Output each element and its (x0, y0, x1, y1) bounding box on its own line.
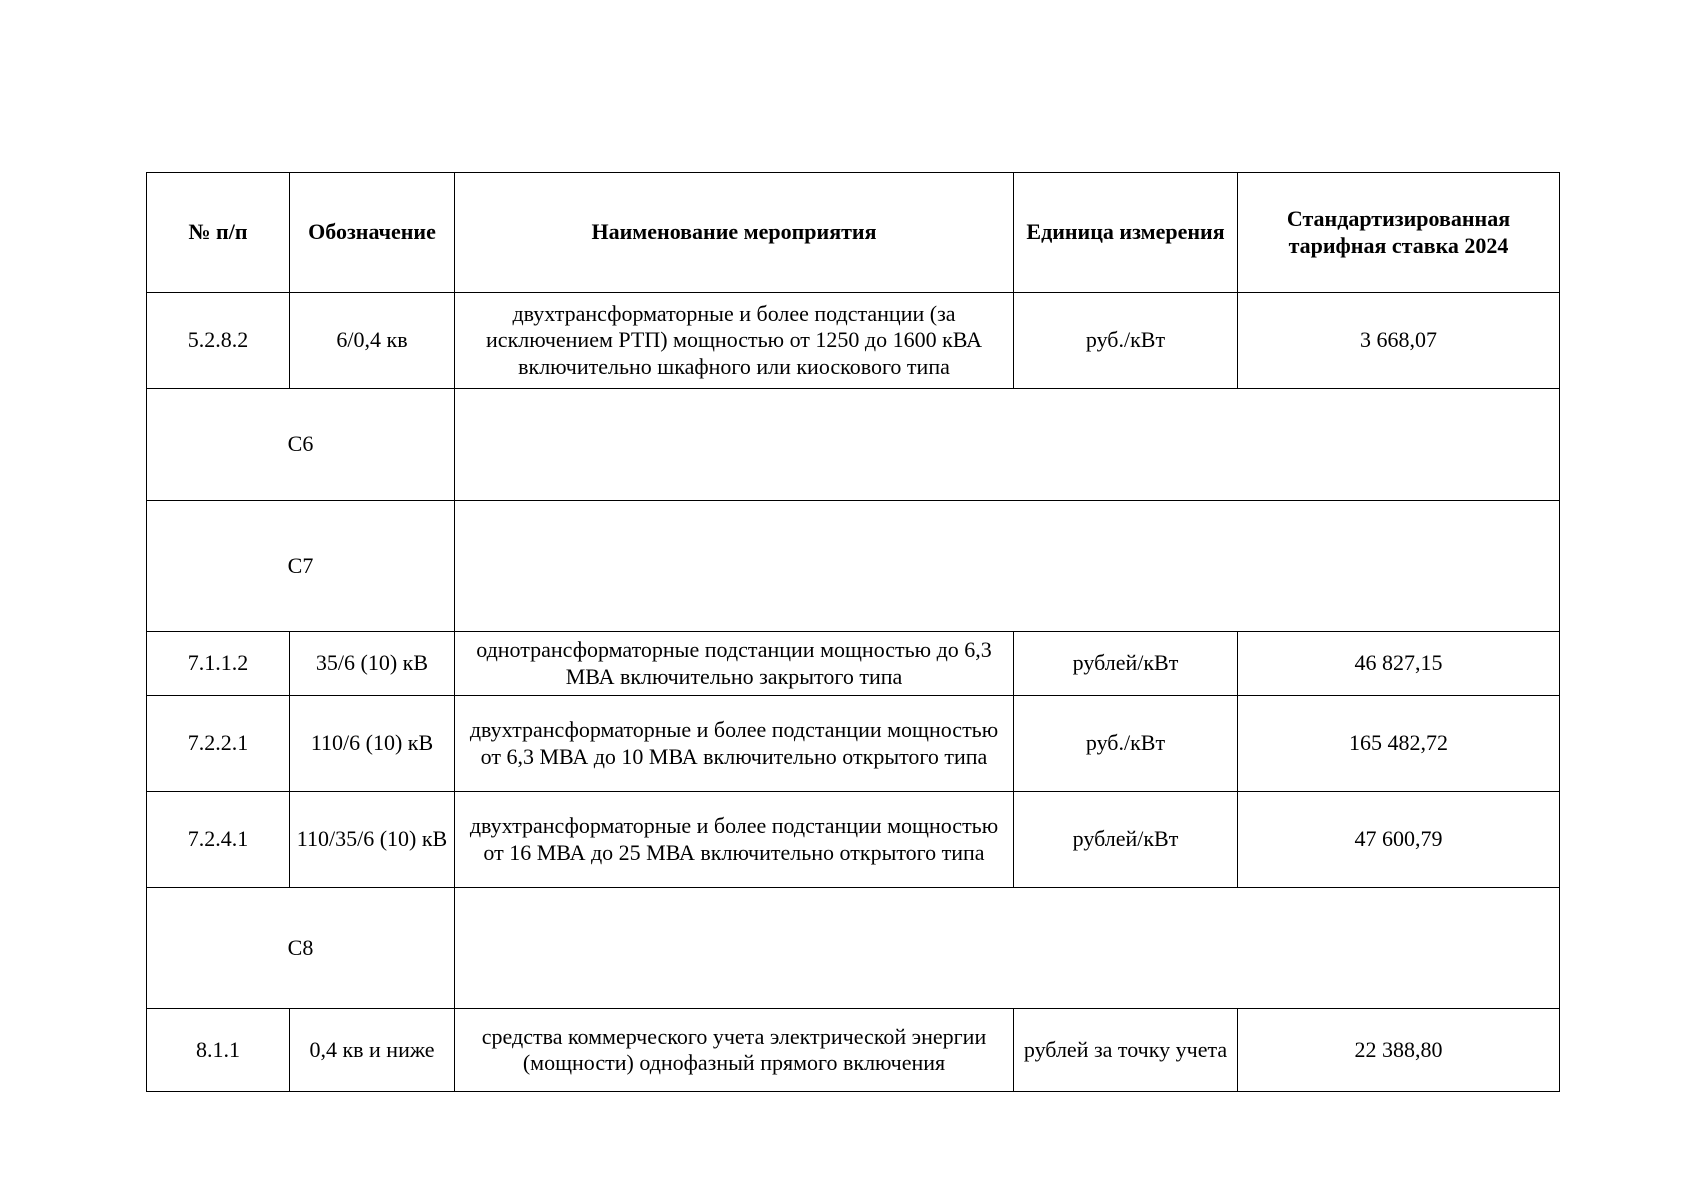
cell-num: 7.1.1.2 (147, 632, 290, 696)
cell-unit: рублей/кВт (1014, 632, 1238, 696)
section-empty-cell (455, 501, 1560, 632)
cell-unit: руб./кВт (1014, 696, 1238, 792)
cell-rate: 3 668,07 (1238, 293, 1560, 389)
header-num: № п/п (147, 173, 290, 293)
cell-name: однотрансформаторные подстанции мощностью до 6,3 МВА включительно закрытого типа (455, 632, 1014, 696)
section-row (147, 888, 1560, 1009)
section-row (147, 389, 1560, 501)
section-label: С7 (147, 501, 455, 632)
cell-num: 5.2.8.2 (147, 293, 290, 389)
header-name: Наименование мероприятия (455, 173, 1014, 293)
table-row (147, 293, 1560, 389)
table-row (147, 696, 1560, 792)
cell-unit: руб./кВт (1014, 293, 1238, 389)
cell-name: двухтрансформаторные и более подстанции (за исключением РТП) мощностью от 1250 до 1600 кВА включительно шкафного или киоскового типа (455, 293, 1014, 389)
cell-num: 7.2.4.1 (147, 792, 290, 888)
section-label: С6 (147, 389, 455, 501)
table-row (147, 792, 1560, 888)
cell-name: двухтрансформаторные и более подстанции мощностью от 16 МВА до 25 МВА включительно открытого типа (455, 792, 1014, 888)
section-row (147, 501, 1560, 632)
cell-designation: 6/0,4 кв (290, 293, 455, 389)
cell-rate: 22 388,80 (1238, 1009, 1560, 1092)
cell-designation: 110/35/6 (10) кВ (290, 792, 455, 888)
cell-unit: рублей/кВт (1014, 792, 1238, 888)
header-unit: Единица измерения (1014, 173, 1238, 293)
cell-designation: 110/6 (10) кВ (290, 696, 455, 792)
table-row (147, 1009, 1560, 1092)
tariff-rates-table (146, 172, 1560, 1092)
section-empty-cell (455, 389, 1560, 501)
section-label: С8 (147, 888, 455, 1009)
header-rate: Стандартизированная тарифная ставка 2024 (1238, 173, 1560, 293)
cell-num: 7.2.2.1 (147, 696, 290, 792)
cell-name: двухтрансформаторные и более подстанции мощностью от 6,3 МВА до 10 МВА включительно открытого типа (455, 696, 1014, 792)
cell-rate: 47 600,79 (1238, 792, 1560, 888)
section-empty-cell (455, 888, 1560, 1009)
cell-designation: 35/6 (10) кВ (290, 632, 455, 696)
table-header-row (147, 173, 1560, 293)
cell-name: средства коммерческого учета электрической энергии (мощности) однофазный прямого включения (455, 1009, 1014, 1092)
cell-designation: 0,4 кв и ниже (290, 1009, 455, 1092)
cell-rate: 165 482,72 (1238, 696, 1560, 792)
cell-num: 8.1.1 (147, 1009, 290, 1092)
cell-rate: 46 827,15 (1238, 632, 1560, 696)
header-designation: Обозначение (290, 173, 455, 293)
cell-unit: рублей за точку учета (1014, 1009, 1238, 1092)
table-row (147, 632, 1560, 696)
